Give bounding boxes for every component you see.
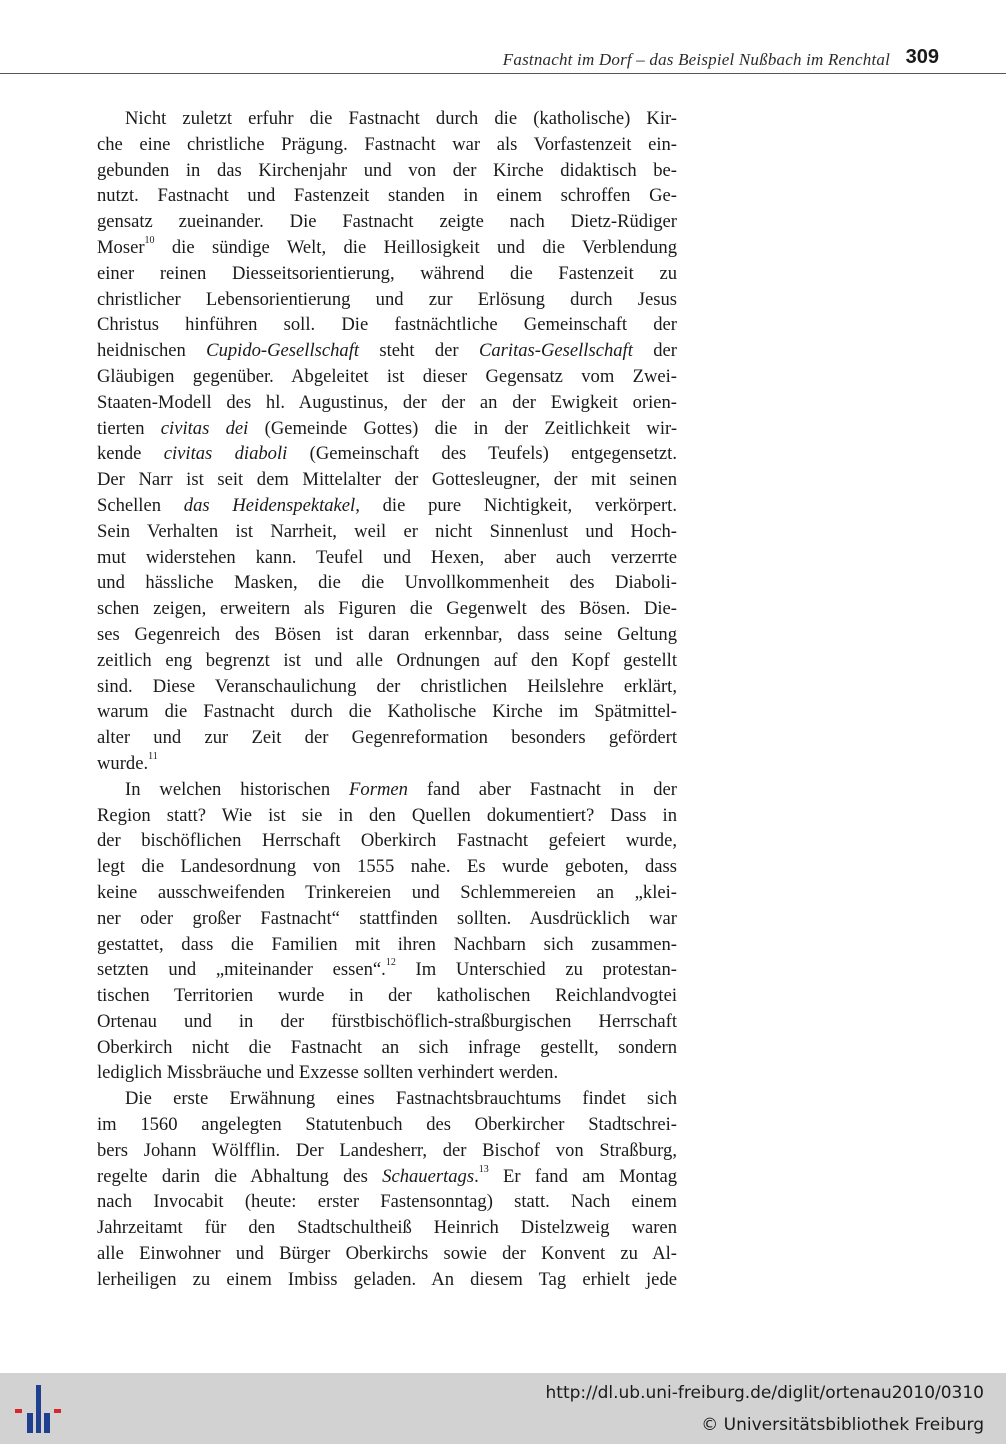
- text-run: die pure Nichtigkeit, verkörpert.: [359, 494, 677, 516]
- text-line: [97, 416, 677, 442]
- italic-term: Schauertags: [382, 1165, 475, 1187]
- text-line: Christus hinführen soll. Die fastnächtliche Gemeinschaft der: [97, 314, 677, 336]
- text-line: [97, 1164, 677, 1190]
- paragraph-1: [97, 106, 677, 777]
- text-line: Jahrzeitamt für den Stadtschultheiß Heinrich Distelzweig waren: [97, 1217, 677, 1239]
- text-line: einer reinen Diesseitsorientierung, während die Fastenzeit zu: [97, 262, 677, 284]
- text-run: der: [632, 340, 678, 362]
- text-line: Die erste Erwähnung eines Fastnachtsbrauchtums findet sich: [125, 1088, 677, 1110]
- italic-term: civitas dei: [160, 417, 249, 439]
- text-run: heidnischen: [97, 340, 207, 362]
- running-head-title: Fastnacht im Dorf – das Beispiel Nußbach im Renchtal: [502, 50, 890, 69]
- text-line: Sein Verhalten ist Narrheit, weil er nicht Sinnenlust und Hoch-: [97, 520, 677, 542]
- footer-bar: [0, 1373, 1006, 1444]
- text-line: nach Invocabit (heute: erster Fastensonntag) statt. Nach einem: [97, 1191, 677, 1213]
- text-line: [97, 751, 677, 777]
- text-line: [97, 235, 677, 261]
- text-line: sind. Diese Veranschaulichung der christlichen Heilslehre erklärt,: [97, 675, 677, 697]
- text-line: gebunden in das Kirchenjahr und von der Kirche didaktisch be-: [97, 159, 677, 181]
- italic-term: civitas diaboli: [163, 443, 288, 465]
- text-line: nutzt. Fastnacht und Fastenzeit standen in einem schroffen Ge-: [97, 185, 677, 207]
- text-line: [97, 493, 677, 519]
- text-run: fand aber Fastnacht in der: [407, 778, 677, 800]
- text-line: che eine christliche Prägung. Fastnacht war als Vorfastenzeit ein-: [97, 133, 677, 155]
- text-run: Er fand am Montag: [488, 1165, 677, 1187]
- text-run: steht der: [359, 340, 479, 362]
- text-line: ner oder großer Fastnacht“ stattfinden sollten. Ausdrücklich war: [97, 907, 677, 929]
- text-run: wurde.: [97, 752, 149, 774]
- text-line: Gläubigen gegenüber. Abgeleitet ist dieser Gegensatz vom Zwei-: [97, 365, 677, 387]
- text-line: lediglich Missbräuche und Exzesse sollten verhindert werden.: [97, 1062, 559, 1084]
- text-line: bers Johann Wölfflin. Der Landesherr, der Bischof von Straßburg,: [97, 1139, 677, 1161]
- text-line: im 1560 angelegten Statutenbuch des Oberkircher Stadtschrei-: [97, 1114, 677, 1136]
- footnote-ref[interactable]: 12: [385, 957, 396, 969]
- text-run: tierten: [97, 417, 161, 439]
- page-number: 309: [905, 46, 939, 68]
- italic-term: Formen: [349, 778, 408, 800]
- text-line: [97, 338, 677, 364]
- text-line: alter und zur Zeit der Gegenreformation besonders gefördert: [97, 727, 677, 749]
- text-line: und hässliche Masken, die die Unvollkommenheit des Diaboli-: [97, 572, 677, 594]
- text-run: Im Unterschied zu protestan-: [395, 959, 677, 981]
- text-line: legt die Landesordnung von 1555 nahe. Es wurde geboten, dass: [97, 856, 677, 878]
- text-line: Oberkirch nicht die Fastnacht an sich infrage gestellt, sondern: [97, 1036, 677, 1058]
- text-line: gestattet, dass die Familien mit ihren Nachbarn sich zusammen-: [97, 933, 677, 955]
- header-rule: [0, 73, 1006, 74]
- copyright-notice: © Universitätsbibliothek Freiburg: [701, 1415, 984, 1435]
- paragraph-2: [97, 777, 677, 1087]
- running-head: [0, 0, 1006, 74]
- text-run: (Gemeinschaft des Teufels) entgegensetzt.: [287, 443, 677, 465]
- text-line: [97, 957, 677, 983]
- text-run: regelte darin die Abhaltung des: [97, 1165, 383, 1187]
- text-run: (Gemeinde Gottes) die in der Zeitlichkeit wir-: [248, 417, 678, 439]
- footnote-ref[interactable]: 10: [144, 234, 155, 246]
- text-line: Nicht zuletzt erfuhr die Fastnacht durch die (katholische) Kir-: [125, 108, 677, 129]
- footnote-ref[interactable]: 11: [148, 750, 158, 762]
- text-run: In welchen historischen: [125, 778, 350, 800]
- text-line: schen zeigen, erweitern als Figuren die Gegenwelt des Bösen. Die-: [97, 598, 677, 620]
- text-line: Der Narr ist seit dem Mittelalter der Gottesleugner, der mit seinen: [97, 469, 677, 491]
- text-line: alle Einwohner und Bürger Oberkirchs sowie der Konvent zu Al-: [97, 1243, 677, 1265]
- text-line: Region statt? Wie ist sie in den Quellen dokumentiert? Dass in: [97, 804, 677, 826]
- text-line: warum die Fastnacht durch die Katholische Kirche im Spätmittel-: [97, 701, 677, 723]
- text-line: christlicher Lebensorientierung und zur Erlösung durch Jesus: [97, 288, 677, 310]
- text-line: Ortenau und in der fürstbischöflich-straßburgischen Herrschaft: [97, 1010, 677, 1032]
- source-url-link[interactable]: http://dl.ub.uni-freiburg.de/diglit/ortenau2010/0310: [545, 1383, 984, 1403]
- text-line: der bischöflichen Herrschaft Oberkirch Fastnacht gefeiert wurde,: [97, 830, 677, 852]
- text-line: mut widerstehen kann. Teufel und Hexen, aber auch verzerrte: [97, 546, 677, 568]
- body-text: [97, 106, 677, 1293]
- text-line: tischen Territorien wurde in der katholischen Reichlandvogtei: [97, 985, 677, 1007]
- footnote-ref[interactable]: 13: [478, 1163, 489, 1175]
- italic-term: Caritas-Gesellschaft: [478, 340, 633, 362]
- text-line: lerheiligen zu einem Imbiss geladen. An diesem Tag erhielt jede: [97, 1268, 677, 1290]
- text-run: Schellen: [97, 494, 184, 516]
- text-run: kende: [97, 443, 164, 465]
- text-line: gensatz zueinander. Die Fastnacht zeigte nach Dietz-Rüdiger: [97, 211, 677, 233]
- ub-freiburg-logo-icon: [12, 1383, 64, 1435]
- text-line: Staaten-Modell des hl. Augustinus, der der an der Ewigkeit orien-: [97, 391, 677, 413]
- text-run: setzten und „miteinander essen“.: [97, 959, 386, 981]
- text-line: zeitlich eng begrenzt ist und alle Ordnungen auf den Kopf gestellt: [97, 649, 677, 671]
- text-run: .: [474, 1165, 479, 1187]
- text-run: die sündige Welt, die Heillosigkeit und die Verblendung: [154, 236, 677, 258]
- text-line: ses Gegenreich des Bösen ist daran erkennbar, dass seine Geltung: [97, 623, 677, 645]
- text-line: keine ausschweifenden Trinkereien und Schlemmereien an „klei-: [97, 881, 677, 903]
- text-run: Moser: [97, 236, 145, 258]
- text-line: [97, 777, 677, 803]
- italic-term: Cupido-Gesellschaft: [206, 340, 360, 362]
- italic-term: das Heidenspektakel,: [183, 494, 360, 516]
- paragraph-3: [97, 1086, 677, 1292]
- text-line: [97, 441, 677, 467]
